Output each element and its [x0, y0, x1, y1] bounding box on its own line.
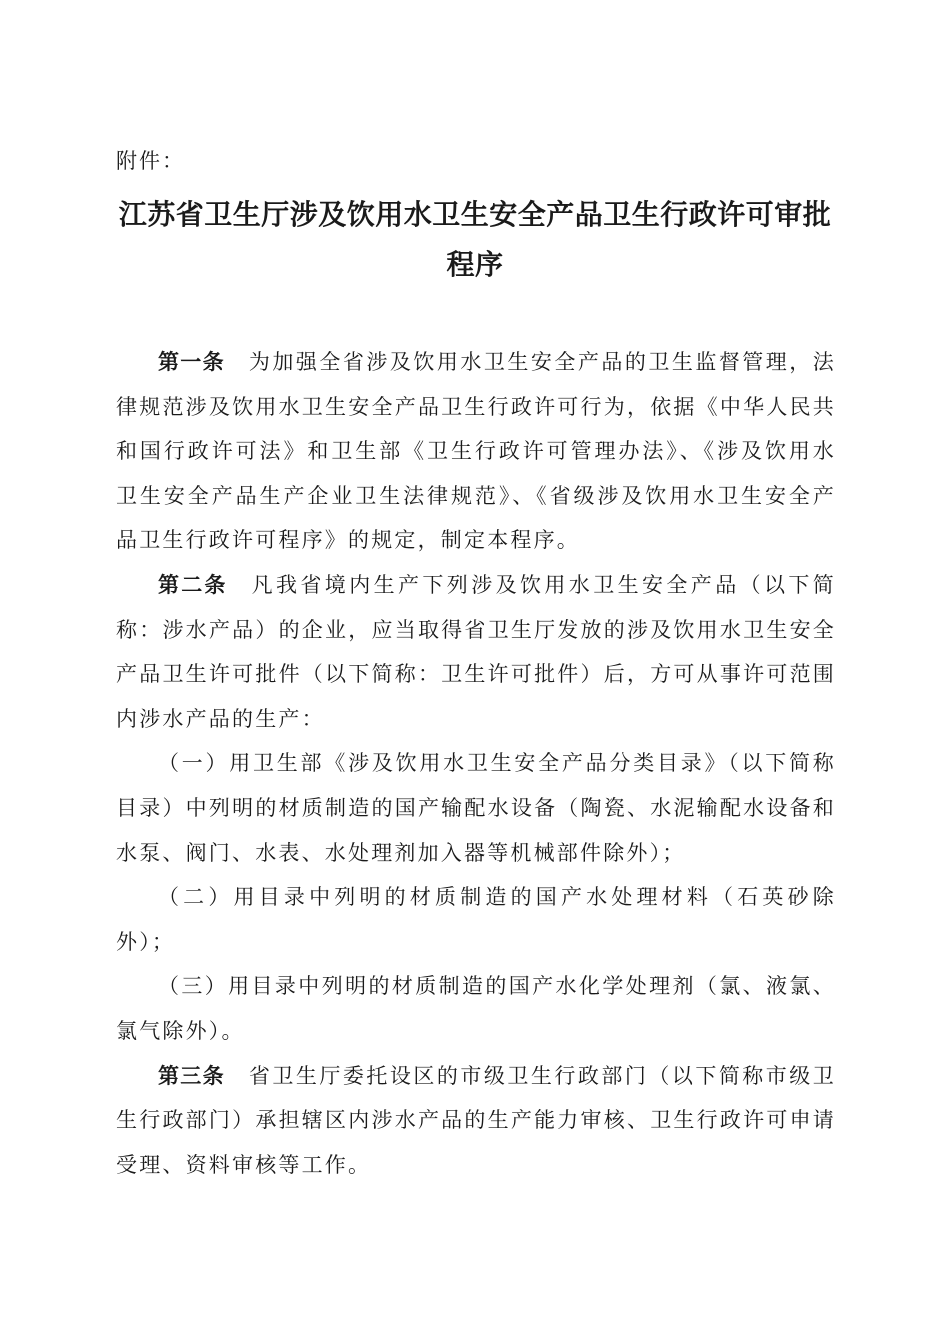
- title-line-2: 程序: [446, 248, 504, 281]
- clause-2-paragraph: [116, 875, 836, 964]
- clause-1-paragraph: [116, 741, 836, 875]
- article-heading: 第二条: [158, 571, 228, 597]
- paragraph-text: （一）用卫生部《涉及饮用水卫生安全产品分类目录》（以下简称目录）中列明的材质制造的国产输配水设备（陶瓷、水泥输配水设备和水泵、阀门、水表、水处理剂加入器等机械部件除外）；: [116, 751, 836, 865]
- paragraph-text: （三）用目录中列明的材质制造的国产水化学处理剂（氯、液氯、氯气除外）。: [116, 974, 836, 1043]
- attachment-label: 附件：: [116, 149, 185, 173]
- clause-3-paragraph: [116, 964, 836, 1053]
- paragraph-text: （二）用目录中列明的材质制造的国产水处理材料（石英砂除外）；: [116, 885, 836, 954]
- article-3-paragraph: [116, 1054, 836, 1188]
- title-line-1: 江苏省卫生厅涉及饮用水卫生安全产品卫生行政许可审批: [118, 198, 832, 231]
- article-1-paragraph: [116, 340, 836, 563]
- article-heading: 第一条: [158, 349, 225, 374]
- paragraph-text: 凡我省境内生产下列涉及饮用水卫生安全产品（以下简称：涉水产品）的企业，应当取得省卫生厅发放的涉及饮用水卫生安全产品卫生许可批件（以下简称：卫生许可批件）后，方可从事许可范围内涉水产品的生产：: [116, 572, 836, 731]
- article-heading: 第三条: [158, 1062, 225, 1088]
- document-title: [100, 190, 850, 290]
- paragraph-text: 省卫生厅委托设区的市级卫生行政部门（以下简称市级卫生行政部门）承担辖区内涉水产品的生产能力审核、卫生行政许可申请受理、资料审核等工作。: [116, 1063, 836, 1177]
- document-body: [116, 340, 836, 1187]
- paragraph-text: 为加强全省涉及饮用水卫生安全产品的卫生监督管理，法律规范涉及饮用水卫生安全产品卫生行政许可行为，依据《中华人民共和国行政许可法》和卫生部《卫生行政许可管理办法》、《涉及饮用水卫生安全产品生产企业卫生法律规范》、《省级涉及饮用水卫生安全产品卫生行政许可程序》的规定，制定本程序。: [116, 350, 836, 553]
- article-2-paragraph: [116, 563, 836, 741]
